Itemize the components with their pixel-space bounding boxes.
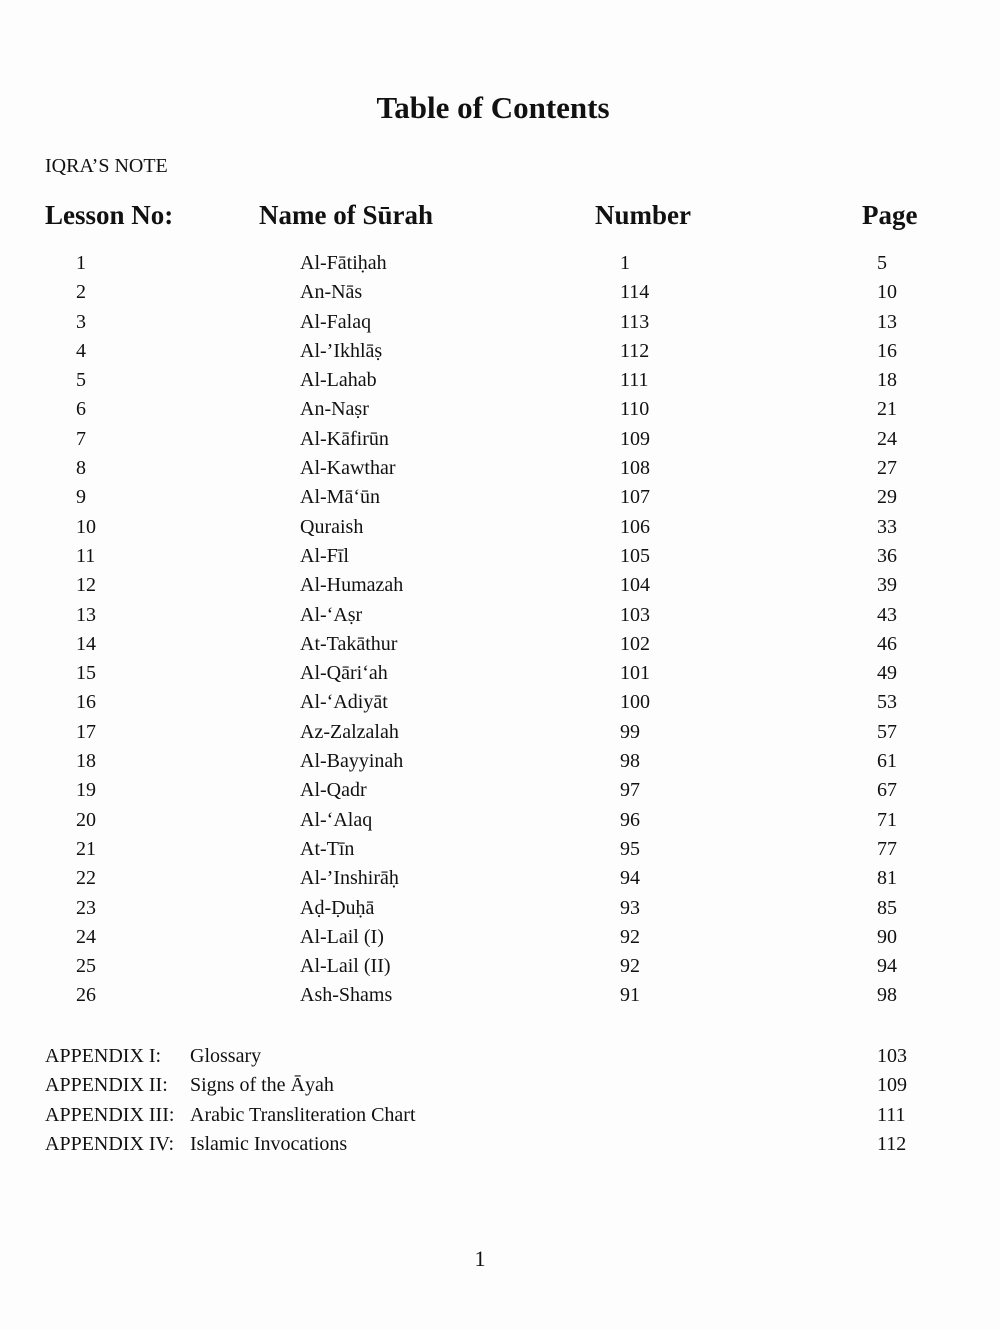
column-header-page: Page [862, 200, 918, 230]
page-number-cell: 36 [877, 544, 897, 567]
surah-name: Quraish [300, 515, 364, 538]
appendix-row [0, 1072, 1000, 1101]
surah-number: 109 [620, 427, 650, 450]
surah-number: 96 [620, 808, 640, 831]
lesson-number: 11 [76, 544, 96, 567]
lesson-number: 14 [76, 632, 96, 655]
lesson-number: 4 [76, 339, 86, 362]
table-row [0, 309, 1000, 338]
appendix-label: APPENDIX III: [45, 1103, 175, 1126]
lesson-number: 13 [76, 603, 96, 626]
table-row [0, 836, 1000, 865]
surah-number: 98 [620, 750, 640, 773]
lesson-number: 23 [76, 896, 96, 919]
lesson-number: 8 [76, 457, 86, 480]
column-header-number: Number [595, 200, 691, 230]
table-row [0, 572, 1000, 601]
iqras-note-heading: IQRA’S NOTE [45, 155, 168, 177]
table-row [0, 807, 1000, 836]
page-number-cell: 71 [877, 808, 897, 831]
column-header-lesson: Lesson No: [45, 200, 174, 230]
lesson-number: 6 [76, 398, 86, 421]
surah-name: Al-Kāfirūn [300, 427, 389, 450]
surah-number: 108 [620, 457, 650, 480]
lesson-number: 1 [76, 252, 86, 274]
page-number-cell: 39 [877, 574, 897, 597]
surah-name: Al-‘Adiyāt [300, 691, 388, 714]
table-row [0, 396, 1000, 425]
lesson-number: 24 [76, 925, 96, 948]
surah-number: 92 [620, 925, 640, 948]
surah-number: 91 [620, 984, 640, 1007]
page-number-cell: 61 [877, 750, 897, 773]
lesson-number: 10 [76, 515, 96, 538]
table-row [0, 924, 1000, 953]
page-number-cell: 5 [877, 252, 887, 274]
appendix-row [0, 1131, 1000, 1160]
surah-name: An-Nās [300, 281, 363, 304]
page-number-cell: 94 [877, 955, 897, 978]
lesson-number: 12 [76, 574, 96, 597]
table-row [0, 514, 1000, 543]
surah-name: Al-’Inshirāḥ [300, 867, 399, 890]
surah-name: At-Takāthur [300, 632, 398, 655]
page-number-cell: 67 [877, 779, 897, 802]
appendix-list [0, 1043, 1000, 1160]
surah-name: Al-Fātiḥah [300, 252, 387, 274]
surah-number: 99 [620, 720, 640, 743]
lesson-list [0, 250, 1000, 1012]
table-row [0, 338, 1000, 367]
surah-number: 105 [620, 544, 650, 567]
page-number-cell: 53 [877, 691, 897, 714]
surah-name: Al-Qadr [300, 779, 367, 802]
page-number-cell: 24 [877, 427, 897, 450]
surah-name: Al-’Ikhlāṣ [300, 339, 383, 362]
appendix-label: APPENDIX IV: [45, 1132, 175, 1155]
lesson-number: 7 [76, 427, 86, 450]
table-row [0, 602, 1000, 631]
lesson-number: 22 [76, 867, 96, 890]
surah-name: Ash-Shams [300, 984, 393, 1007]
appendix-page: 103 [877, 1045, 907, 1067]
column-header-name: Name of Sūrah [259, 200, 433, 230]
page-number: 1 [474, 1246, 486, 1271]
surah-number: 1 [620, 252, 630, 274]
lesson-number: 5 [76, 369, 86, 392]
page-number-cell: 46 [877, 632, 897, 655]
surah-number: 106 [620, 515, 650, 538]
surah-number: 103 [620, 603, 650, 626]
appendix-page: 109 [877, 1074, 907, 1097]
surah-number: 111 [620, 369, 649, 392]
table-row [0, 748, 1000, 777]
surah-number: 102 [620, 632, 650, 655]
lesson-number: 19 [76, 779, 96, 802]
surah-number: 97 [620, 779, 640, 802]
lesson-number: 15 [76, 662, 96, 685]
lesson-number: 2 [76, 281, 86, 304]
lesson-number: 16 [76, 691, 96, 714]
page-number-cell: 29 [877, 486, 897, 509]
table-row [0, 777, 1000, 806]
surah-number: 94 [620, 867, 640, 890]
appendix-title: Arabic Transliteration Chart [190, 1103, 416, 1126]
page-number-cell: 43 [877, 603, 897, 626]
appendix-page: 112 [877, 1132, 907, 1155]
page-number-cell: 33 [877, 515, 897, 538]
table-row [0, 484, 1000, 513]
table-row [0, 367, 1000, 396]
page-number-cell: 49 [877, 662, 897, 685]
surah-number: 113 [620, 310, 650, 333]
surah-number: 104 [620, 574, 650, 597]
lesson-number: 21 [76, 837, 96, 860]
page-number-cell: 77 [877, 837, 897, 860]
surah-name: Al-Humazah [300, 574, 404, 597]
page-number-cell: 81 [877, 867, 897, 890]
page-title: Table of Contents [376, 90, 610, 125]
appendix-row [0, 1102, 1000, 1131]
appendix-title: Glossary [190, 1045, 262, 1067]
lesson-number: 3 [76, 310, 86, 333]
table-row [0, 895, 1000, 924]
lesson-number: 26 [76, 984, 96, 1007]
surah-number: 112 [620, 339, 650, 362]
lesson-number: 25 [76, 955, 96, 978]
table-row [0, 953, 1000, 982]
table-row [0, 689, 1000, 718]
surah-number: 114 [620, 281, 650, 304]
appendix-label: APPENDIX II: [45, 1074, 168, 1097]
surah-number: 100 [620, 691, 650, 714]
surah-number: 101 [620, 662, 650, 685]
surah-number: 107 [620, 486, 650, 509]
table-row [0, 865, 1000, 894]
surah-name: At-Tīn [300, 837, 355, 860]
page-number-cell: 10 [877, 281, 897, 304]
surah-name: Al-‘Aṣr [300, 603, 363, 626]
surah-name: Aḍ-Ḍuḥā [300, 896, 375, 919]
surah-number: 92 [620, 955, 640, 978]
lesson-number: 18 [76, 750, 96, 773]
surah-name: Al-‘Alaq [300, 808, 373, 831]
lesson-number: 20 [76, 808, 96, 831]
appendix-title: Signs of the Āyah [190, 1074, 334, 1097]
surah-name: Al-Lail (II) [300, 955, 391, 978]
table-row [0, 455, 1000, 484]
page-number-cell: 27 [877, 457, 897, 480]
surah-number: 93 [620, 896, 640, 919]
table-row [0, 279, 1000, 308]
page-number-cell: 16 [877, 339, 897, 362]
table-row [0, 631, 1000, 660]
surah-name: Al-Fīl [300, 544, 349, 567]
table-row [0, 719, 1000, 748]
page-number-cell: 90 [877, 925, 897, 948]
lesson-number: 9 [76, 486, 86, 509]
lesson-number: 17 [76, 720, 96, 743]
surah-number: 110 [620, 398, 650, 421]
table-row [0, 660, 1000, 689]
table-row [0, 250, 1000, 279]
surah-name: Az-Zalzalah [300, 720, 399, 743]
surah-name: Al-Bayyinah [300, 750, 404, 773]
surah-name: Al-Lail (I) [300, 925, 384, 948]
surah-name: Al-Kawthar [300, 457, 396, 480]
page-number-cell: 21 [877, 398, 897, 421]
surah-name: An-Naṣr [300, 398, 369, 421]
surah-name: Al-Qāri‘ah [300, 662, 388, 685]
page-number-cell: 13 [877, 310, 897, 333]
table-row [0, 982, 1000, 1011]
table-row [0, 426, 1000, 455]
table-row [0, 543, 1000, 572]
appendix-row [0, 1043, 1000, 1072]
appendix-title: Islamic Invocations [190, 1132, 348, 1155]
surah-name: Al-Lahab [300, 369, 377, 392]
surah-number: 95 [620, 837, 640, 860]
surah-name: Al-Falaq [300, 310, 372, 333]
page-number-cell: 57 [877, 720, 897, 743]
appendix-label: APPENDIX I: [45, 1045, 162, 1067]
page-number-cell: 98 [877, 984, 897, 1007]
page-number-cell: 85 [877, 896, 897, 919]
page-number-cell: 18 [877, 369, 897, 392]
surah-name: Al-Mā‘ūn [300, 486, 380, 509]
appendix-page: 111 [877, 1103, 906, 1126]
